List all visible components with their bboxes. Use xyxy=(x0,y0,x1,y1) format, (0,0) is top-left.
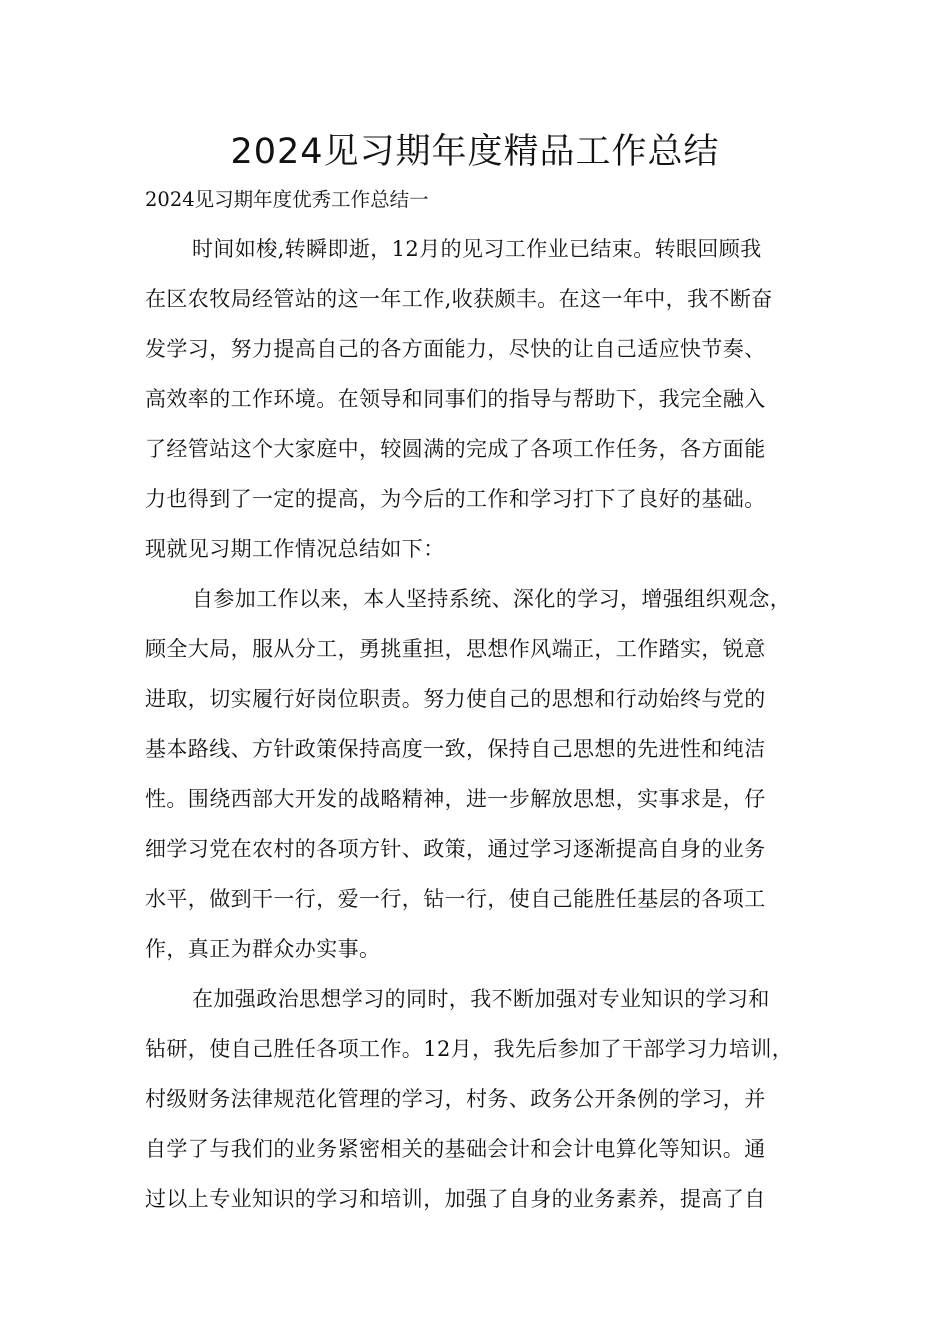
paragraph-line: 顾全大局，服从分工，勇挑重担，思想作风端正，工作踏实，锐意 xyxy=(145,637,766,661)
paragraph-line: 基本路线、方针政策保持高度一致，保持自己思想的先进性和纯洁 xyxy=(145,737,766,761)
paragraph-line: 时间如梭,转瞬即逝，12月的见习工作业已结束。转眼回顾我 xyxy=(192,237,762,261)
paragraph-line: 了经管站这个大家庭中，较圆满的完成了各项工作任务，各方面能 xyxy=(145,437,766,461)
paragraph-line: 作，真正为群众办实事。 xyxy=(145,937,381,961)
paragraph-line: 力也得到了一定的提高，为今后的工作和学习打下了良好的基础。 xyxy=(145,487,766,511)
paragraph-line: 钻研，使自己胜任各项工作。12月，我先后参加了干部学习力培训， xyxy=(145,1037,794,1061)
paragraph-line: 过以上专业知识的学习和培训，加强了自身的业务素养，提高了自 xyxy=(145,1187,766,1211)
paragraph-line: 在区农牧局经管站的这一年工作,收获颇丰。在这一年中，我不断奋 xyxy=(145,287,773,311)
paragraph-line: 高效率的工作环境。在领导和同事们的指导与帮助下，我完全融入 xyxy=(145,387,766,411)
paragraph-line: 性。围绕西部大开发的战略精神，进一步解放思想，实事求是，仔 xyxy=(145,787,766,811)
paragraph-line: 自学了与我们的业务紧密相关的基础会计和会计电算化等知识。通 xyxy=(145,1137,766,1161)
paragraph-line: 村级财务法律规范化管理的学习，村务、政务公开条例的学习，并 xyxy=(145,1087,766,1111)
paragraph-line: 细学习党在农村的各项方针、政策，通过学习逐渐提高自身的业务 xyxy=(145,837,766,861)
document-title: 2024见习期年度精品工作总结 xyxy=(230,132,720,172)
paragraph-line: 进取，切实履行好岗位职责。努力使自己的思想和行动始终与党的 xyxy=(145,687,766,711)
paragraph-line: 水平，做到干一行，爱一行，钻一行，使自己能胜任基层的各项工 xyxy=(145,887,766,911)
paragraph-line: 发学习，努力提高自己的各方面能力，尽快的让自己适应快节奏、 xyxy=(145,337,766,361)
paragraph-line: 在加强政治思想学习的同时，我不断加强对专业知识的学习和 xyxy=(192,987,770,1011)
paragraph-line: 现就见习期工作情况总结如下： xyxy=(145,537,445,561)
document-subtitle: 2024见习期年度优秀工作总结一 xyxy=(145,188,429,211)
paragraph-line: 自参加工作以来，本人坚持系统、深化的学习，增强组织观念， xyxy=(192,587,792,611)
